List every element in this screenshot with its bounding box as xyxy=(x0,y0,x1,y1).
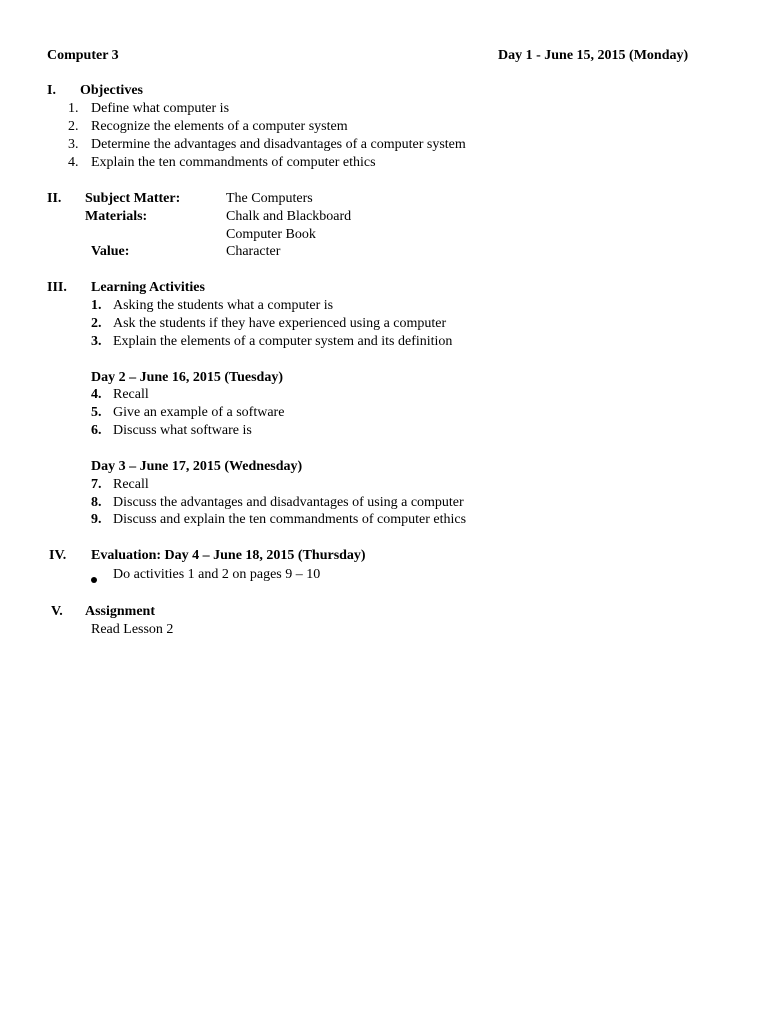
subject-matter-label: Subject Matter: xyxy=(85,191,181,206)
bullet-item: Do activities 1 and 2 on pages 9 – 10 xyxy=(113,567,321,582)
list-item: Define what computer is xyxy=(91,101,230,116)
list-number: 5. xyxy=(91,405,102,420)
list-item: Discuss and explain the ten commandments of computer ethics xyxy=(113,512,467,527)
section-title-learning-activities: Learning Activities xyxy=(91,280,205,295)
list-number: 8. xyxy=(91,495,102,510)
day-heading: Day 3 – June 17, 2015 (Wednesday) xyxy=(91,459,303,474)
list-item: Explain the elements of a computer system and its definition xyxy=(113,334,453,349)
list-item: Give an example of a software xyxy=(113,405,285,420)
bullet-icon xyxy=(91,571,97,589)
list-item: Discuss the advantages and disadvantages of using a computer xyxy=(113,495,464,510)
section-title-objectives: Objectives xyxy=(80,83,143,98)
day-heading: Day 2 – June 16, 2015 (Tuesday) xyxy=(91,370,284,385)
assignment-text: Read Lesson 2 xyxy=(91,622,174,637)
course-title: Computer 3 xyxy=(47,48,119,63)
subject-matter-value: The Computers xyxy=(226,191,313,206)
list-number: 4. xyxy=(91,387,102,402)
value-label: Value: xyxy=(91,244,130,259)
materials-label: Materials: xyxy=(85,209,148,224)
list-number: 6. xyxy=(91,423,102,438)
section-title-assignment: Assignment xyxy=(85,604,156,619)
section-numeral: V. xyxy=(51,604,63,619)
list-item: Determine the advantages and disadvantages of a computer system xyxy=(91,137,466,152)
list-number: 4. xyxy=(68,155,79,170)
list-item: Ask the students if they have experienced using a computer xyxy=(113,316,447,331)
list-item: Recall xyxy=(113,477,149,492)
list-number: 2. xyxy=(91,316,102,331)
list-number: 9. xyxy=(91,512,102,527)
list-item: Recall xyxy=(113,387,149,402)
materials-value: Computer Book xyxy=(226,227,316,242)
list-item: Explain the ten commandments of computer ethics xyxy=(91,155,376,170)
date-header: Day 1 - June 15, 2015 (Monday) xyxy=(498,48,689,63)
section-numeral: III. xyxy=(47,280,67,295)
materials-value: Chalk and Blackboard xyxy=(226,209,352,224)
list-item: Discuss what software is xyxy=(113,423,252,438)
section-numeral: II. xyxy=(47,191,62,206)
list-number: 1. xyxy=(68,101,79,116)
list-number: 1. xyxy=(91,298,102,313)
list-number: 3. xyxy=(91,334,102,349)
list-item: Recognize the elements of a computer system xyxy=(91,119,348,134)
list-number: 2. xyxy=(68,119,79,134)
section-title-evaluation: Evaluation: Day 4 – June 18, 2015 (Thursday) xyxy=(91,548,366,563)
section-numeral: I. xyxy=(47,83,56,98)
list-item: Asking the students what a computer is xyxy=(113,298,334,313)
list-number: 3. xyxy=(68,137,79,152)
value-value: Character xyxy=(226,244,281,259)
list-number: 7. xyxy=(91,477,102,492)
section-numeral: IV. xyxy=(49,548,67,563)
